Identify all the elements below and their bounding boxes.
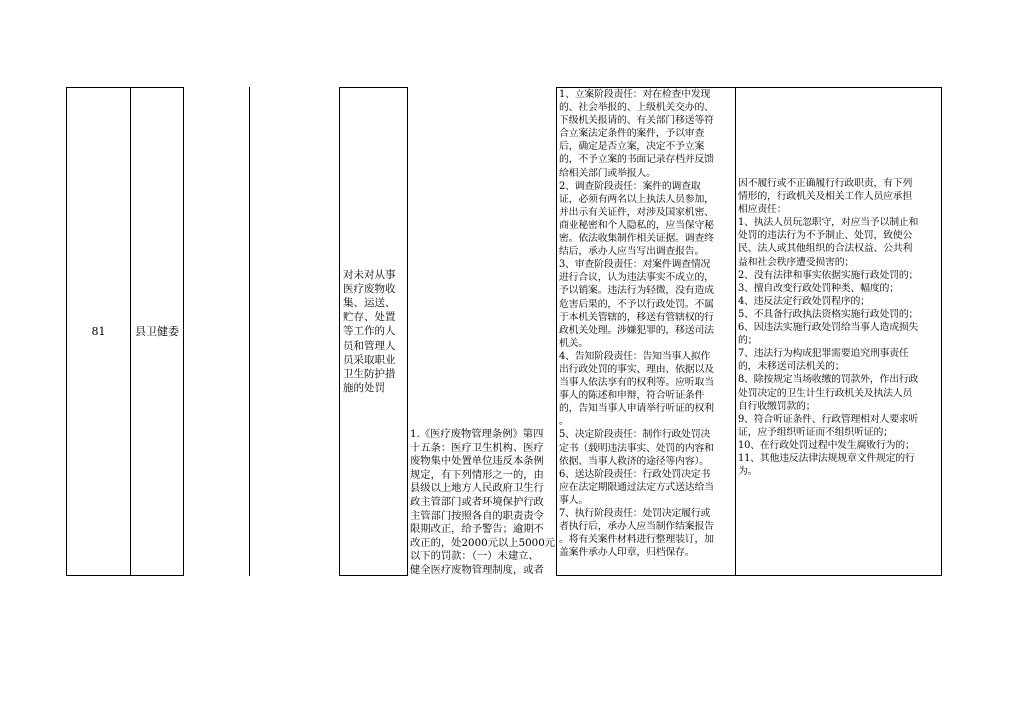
item-name: 对未对从事 医疗废物收 集、运送、 贮存、处置 等工作的人 员和管理人 员采取职业 卫生防护措 施的处罚 xyxy=(343,268,396,395)
department-name: 县卫健委 xyxy=(135,324,179,338)
legal-basis-cell xyxy=(408,88,556,575)
accountability-text: 因不履行或不正确履行行政职责，有下列 情形的，行政机关及相关工作人员应承担 相应责任： 1、执法人员玩忽职守，对应当予以制止和 处罚的违法行为不予制止、处罚，致使公 民、法人或其他组织的合法权益、公共利 益和社会秩序遭受损害的； 2、没有法律和事实依据实施行政处罚的； 3、擅自改变行政处罚种类、幅度的； 4、违反法定行政处罚程序的； 5、不具备行政执法资格实施行政处罚的； 6、因违法实施行政处罚给当事人造成损失 的； 7、违法行为构成犯罪需要追究刑事责任 的，未移送司法机关的； 8、除按规定当场收缴的罚款外，作出行政 处罚决定的卫生计生行政机关及执法人员 自行收缴罚款的； 9、符合听证条件、行政管理相对人要求听 证，应予组织听证而不组织听证的； 10、在行政处罚过程中发生腐败行为的； 11、其他违反法律法规规章文件规定的行 为。 xyxy=(738,178,919,478)
bottom-border xyxy=(66,575,183,576)
responsibility-text: 1、立案阶段责任：对在检查中发现 的、社会举报的、上级机关交办的、 下级机关报请的、有关部门移送等符 合立案法定条件的案件，予以审查 后，确定是否立案，决定不予立案 的，不予立案的书面记录存档并反馈 给相关部门或举报人。 2、调查阶段责任：案件的调查取 证，必须有两名以上执法人员参加， 并出示有关证件，对涉及国家机密、 商业秘密和个人隐私的，应当保守秘 密。依法收集制作相关证据。调查终 结后，承办人应当写出调查报告。 3、审查阶段责任：对案件调查情况 进行合议，认为违法事实不成立的， 予以销案。违法行为轻微，没有造成 危害后果的，不予以行政处罚。不属 于本机关管辖的，移送有管辖权的行 政机关处理。涉嫌犯罪的，移送司法 机关。 4、告知阶段责任：告知当事人拟作 出行政处罚的事实、理由、依据以及 当事人依法享有的权利等。应听取当 事人的陈述和申辩，符合听证条件 的，告知当事人申请举行听证的权利 。 5、决定阶段责任：制作行政处罚决 定书（载明违法事实、处罚的内容和 依据、当事人救济的途径等内容）。 6、送达阶段责任：行政处罚决定书 应在法定期限通过法定方式送达给当 事人。 7、执行阶段责任：处罚决定履行或 者执行后，承办人应当制作结案报告 。将有关案件材料进行整理装订，加 盖案件承办人印章，归档保存。 xyxy=(559,89,714,559)
bottom-border-item xyxy=(339,575,407,576)
col-line-8 xyxy=(941,87,942,576)
legal-basis: 1.《医疗废物管理条例》第四 十五条：医疗卫生机构、医疗 废物集中处置单位违反本条例 规定，有下列情形之一的，由 县级以上地方人民政府卫生行 政主管部门或者环境保护行政 主管部门按照各自的职责责令 限期改正，给予警告；逾期不 改正的，处2000元以上5000元 以下的罚款：（一）未建立、 健全医疗废物管理制度，或者 xyxy=(410,428,556,575)
col-line-2 xyxy=(183,87,184,576)
row-number: 81 xyxy=(91,324,106,338)
bottom-border-resp xyxy=(556,575,942,576)
col-line-3 xyxy=(249,87,250,576)
department-cell xyxy=(131,88,183,575)
row-number-cell xyxy=(67,88,130,575)
responsibility-cell xyxy=(557,88,735,575)
accountability-cell xyxy=(736,88,941,575)
item-name-cell xyxy=(340,88,407,575)
